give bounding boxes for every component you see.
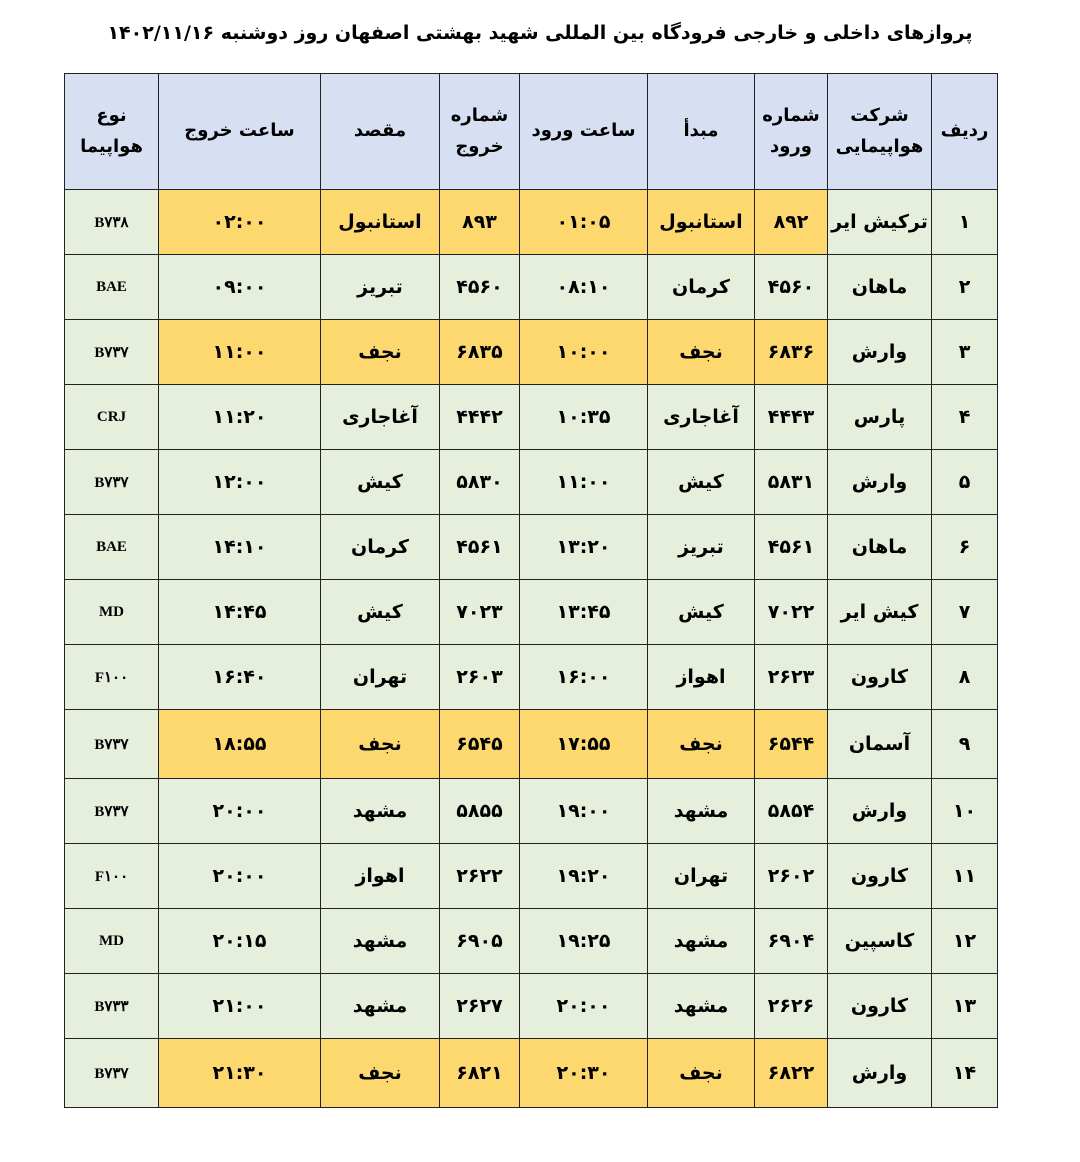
header-departure-number: شماره خروج (440, 74, 520, 190)
row-number-cell: ۵ (932, 450, 998, 515)
destination-cell: مشهد (321, 909, 440, 974)
header-arrival-time: ساعت ورود (520, 74, 648, 190)
page-title: پروازهای داخلی و خارجی فرودگاه بین المللی شهید بهشتی اصفهان روز دوشنبه ۱۴۰۲/۱۱/۱۶ (107, 22, 973, 44)
row-number-cell: ۲ (932, 255, 998, 320)
table-row (65, 320, 998, 385)
arrival-number-cell: ۴۴۴۳ (755, 385, 828, 450)
table-header-row (65, 74, 998, 190)
row-number-cell: ۱۰ (932, 779, 998, 844)
destination-cell: کرمان (321, 515, 440, 580)
aircraft-type-cell: F۱۰۰ (65, 645, 159, 710)
origin-cell: مشهد (648, 909, 755, 974)
arrival-time-cell: ۱۳:۲۰ (520, 515, 648, 580)
header-arrival-number: شماره ورود (755, 74, 828, 190)
departure-time-cell: ۲۰:۱۵ (159, 909, 321, 974)
origin-cell: آغاجاری (648, 385, 755, 450)
departure-number-cell: ۴۵۶۰ (440, 255, 520, 320)
departure-time-cell: ۱۸:۵۵ (159, 710, 321, 779)
origin-cell: نجف (648, 710, 755, 779)
destination-cell: نجف (321, 320, 440, 385)
departure-number-cell: ۶۸۲۱ (440, 1039, 520, 1108)
table-row (65, 974, 998, 1039)
departure-number-cell: ۴۵۶۱ (440, 515, 520, 580)
aircraft-type-cell: BAE (65, 255, 159, 320)
arrival-time-cell: ۱۱:۰۰ (520, 450, 648, 515)
table-row (65, 385, 998, 450)
airline-cell: ماهان (828, 255, 932, 320)
destination-cell: کیش (321, 580, 440, 645)
airline-cell: کیش ایر (828, 580, 932, 645)
origin-cell: تبریز (648, 515, 755, 580)
table-row (65, 580, 998, 645)
origin-cell: استانبول (648, 190, 755, 255)
row-number-cell: ۷ (932, 580, 998, 645)
header-origin: مبدأ (648, 74, 755, 190)
departure-number-cell: ۶۵۴۵ (440, 710, 520, 779)
row-number-cell: ۱۱ (932, 844, 998, 909)
row-number-cell: ۱۳ (932, 974, 998, 1039)
departure-time-cell: ۲۱:۳۰ (159, 1039, 321, 1108)
departure-number-cell: ۲۶۲۷ (440, 974, 520, 1039)
airline-cell: ماهان (828, 515, 932, 580)
aircraft-type-cell: B۷۳۳ (65, 974, 159, 1039)
airline-cell: وارش (828, 450, 932, 515)
aircraft-type-cell: BAE (65, 515, 159, 580)
airline-cell: پارس (828, 385, 932, 450)
destination-cell: تبریز (321, 255, 440, 320)
aircraft-type-cell: F۱۰۰ (65, 844, 159, 909)
aircraft-type-cell: B۷۳۷ (65, 320, 159, 385)
aircraft-type-cell: CRJ (65, 385, 159, 450)
row-number-cell: ۱۴ (932, 1039, 998, 1108)
arrival-number-cell: ۴۵۶۱ (755, 515, 828, 580)
arrival-time-cell: ۱۹:۰۰ (520, 779, 648, 844)
aircraft-type-cell: B۷۳۸ (65, 190, 159, 255)
arrival-number-cell: ۲۶۲۳ (755, 645, 828, 710)
departure-number-cell: ۸۹۳ (440, 190, 520, 255)
destination-cell: مشهد (321, 974, 440, 1039)
arrival-time-cell: ۰۸:۱۰ (520, 255, 648, 320)
table-row (65, 645, 998, 710)
departure-time-cell: ۰۲:۰۰ (159, 190, 321, 255)
row-number-cell: ۶ (932, 515, 998, 580)
airline-cell: ترکیش ایر (828, 190, 932, 255)
arrival-number-cell: ۸۹۲ (755, 190, 828, 255)
departure-time-cell: ۲۰:۰۰ (159, 779, 321, 844)
row-number-cell: ۱ (932, 190, 998, 255)
arrival-time-cell: ۰۱:۰۵ (520, 190, 648, 255)
departure-time-cell: ۲۱:۰۰ (159, 974, 321, 1039)
origin-cell: مشهد (648, 779, 755, 844)
arrival-number-cell: ۶۹۰۴ (755, 909, 828, 974)
header-destination: مقصد (321, 74, 440, 190)
destination-cell: آغاجاری (321, 385, 440, 450)
arrival-time-cell: ۱۳:۴۵ (520, 580, 648, 645)
arrival-number-cell: ۷۰۲۲ (755, 580, 828, 645)
table-row (65, 909, 998, 974)
destination-cell: کیش (321, 450, 440, 515)
departure-number-cell: ۵۸۳۰ (440, 450, 520, 515)
origin-cell: کیش (648, 580, 755, 645)
departure-number-cell: ۷۰۲۳ (440, 580, 520, 645)
origin-cell: مشهد (648, 974, 755, 1039)
airline-cell: وارش (828, 779, 932, 844)
departure-time-cell: ۱۴:۱۰ (159, 515, 321, 580)
header-row-number: ردیف (932, 74, 998, 190)
departure-number-cell: ۶۸۳۵ (440, 320, 520, 385)
aircraft-type-cell: B۷۳۷ (65, 450, 159, 515)
origin-cell: کیش (648, 450, 755, 515)
table-row (65, 844, 998, 909)
arrival-time-cell: ۱۷:۵۵ (520, 710, 648, 779)
airline-cell: کارون (828, 645, 932, 710)
departure-time-cell: ۱۴:۴۵ (159, 580, 321, 645)
flights-table (64, 73, 998, 1108)
airline-cell: کاسپین (828, 909, 932, 974)
arrival-time-cell: ۱۰:۳۵ (520, 385, 648, 450)
arrival-time-cell: ۲۰:۳۰ (520, 1039, 648, 1108)
aircraft-type-cell: B۷۳۷ (65, 779, 159, 844)
airline-cell: کارون (828, 974, 932, 1039)
departure-time-cell: ۰۹:۰۰ (159, 255, 321, 320)
airline-cell: کارون (828, 844, 932, 909)
airline-cell: آسمان (828, 710, 932, 779)
arrival-number-cell: ۶۸۲۲ (755, 1039, 828, 1108)
arrival-number-cell: ۵۸۵۴ (755, 779, 828, 844)
departure-number-cell: ۶۹۰۵ (440, 909, 520, 974)
table-row (65, 450, 998, 515)
departure-time-cell: ۱۱:۲۰ (159, 385, 321, 450)
arrival-number-cell: ۲۶۲۶ (755, 974, 828, 1039)
table-row (65, 190, 998, 255)
arrival-time-cell: ۲۰:۰۰ (520, 974, 648, 1039)
destination-cell: استانبول (321, 190, 440, 255)
aircraft-type-cell: MD (65, 909, 159, 974)
table-row (65, 255, 998, 320)
origin-cell: اهواز (648, 645, 755, 710)
table-row (65, 515, 998, 580)
header-departure-time: ساعت خروج (159, 74, 321, 190)
airline-cell: وارش (828, 1039, 932, 1108)
destination-cell: اهواز (321, 844, 440, 909)
arrival-number-cell: ۴۵۶۰ (755, 255, 828, 320)
origin-cell: تهران (648, 844, 755, 909)
header-airline: شرکت هواپیمایی (828, 74, 932, 190)
departure-number-cell: ۲۶۲۲ (440, 844, 520, 909)
departure-number-cell: ۲۶۰۳ (440, 645, 520, 710)
departure-number-cell: ۴۴۴۲ (440, 385, 520, 450)
destination-cell: نجف (321, 1039, 440, 1108)
departure-time-cell: ۱۲:۰۰ (159, 450, 321, 515)
origin-cell: کرمان (648, 255, 755, 320)
origin-cell: نجف (648, 1039, 755, 1108)
table-row (65, 1039, 998, 1108)
arrival-time-cell: ۱۹:۲۵ (520, 909, 648, 974)
aircraft-type-cell: B۷۳۷ (65, 710, 159, 779)
destination-cell: مشهد (321, 779, 440, 844)
airline-cell: وارش (828, 320, 932, 385)
table-row (65, 779, 998, 844)
destination-cell: تهران (321, 645, 440, 710)
arrival-time-cell: ۱۹:۲۰ (520, 844, 648, 909)
arrival-number-cell: ۵۸۳۱ (755, 450, 828, 515)
destination-cell: نجف (321, 710, 440, 779)
arrival-number-cell: ۶۸۳۶ (755, 320, 828, 385)
row-number-cell: ۸ (932, 645, 998, 710)
row-number-cell: ۹ (932, 710, 998, 779)
origin-cell: نجف (648, 320, 755, 385)
arrival-number-cell: ۲۶۰۲ (755, 844, 828, 909)
row-number-cell: ۳ (932, 320, 998, 385)
arrival-time-cell: ۱۰:۰۰ (520, 320, 648, 385)
row-number-cell: ۴ (932, 385, 998, 450)
departure-time-cell: ۱۶:۴۰ (159, 645, 321, 710)
arrival-time-cell: ۱۶:۰۰ (520, 645, 648, 710)
aircraft-type-cell: MD (65, 580, 159, 645)
departure-number-cell: ۵۸۵۵ (440, 779, 520, 844)
arrival-number-cell: ۶۵۴۴ (755, 710, 828, 779)
departure-time-cell: ۱۱:۰۰ (159, 320, 321, 385)
departure-time-cell: ۲۰:۰۰ (159, 844, 321, 909)
header-aircraft-type: نوع هواپیما (65, 74, 159, 190)
aircraft-type-cell: B۷۳۷ (65, 1039, 159, 1108)
row-number-cell: ۱۲ (932, 909, 998, 974)
table-row (65, 710, 998, 779)
